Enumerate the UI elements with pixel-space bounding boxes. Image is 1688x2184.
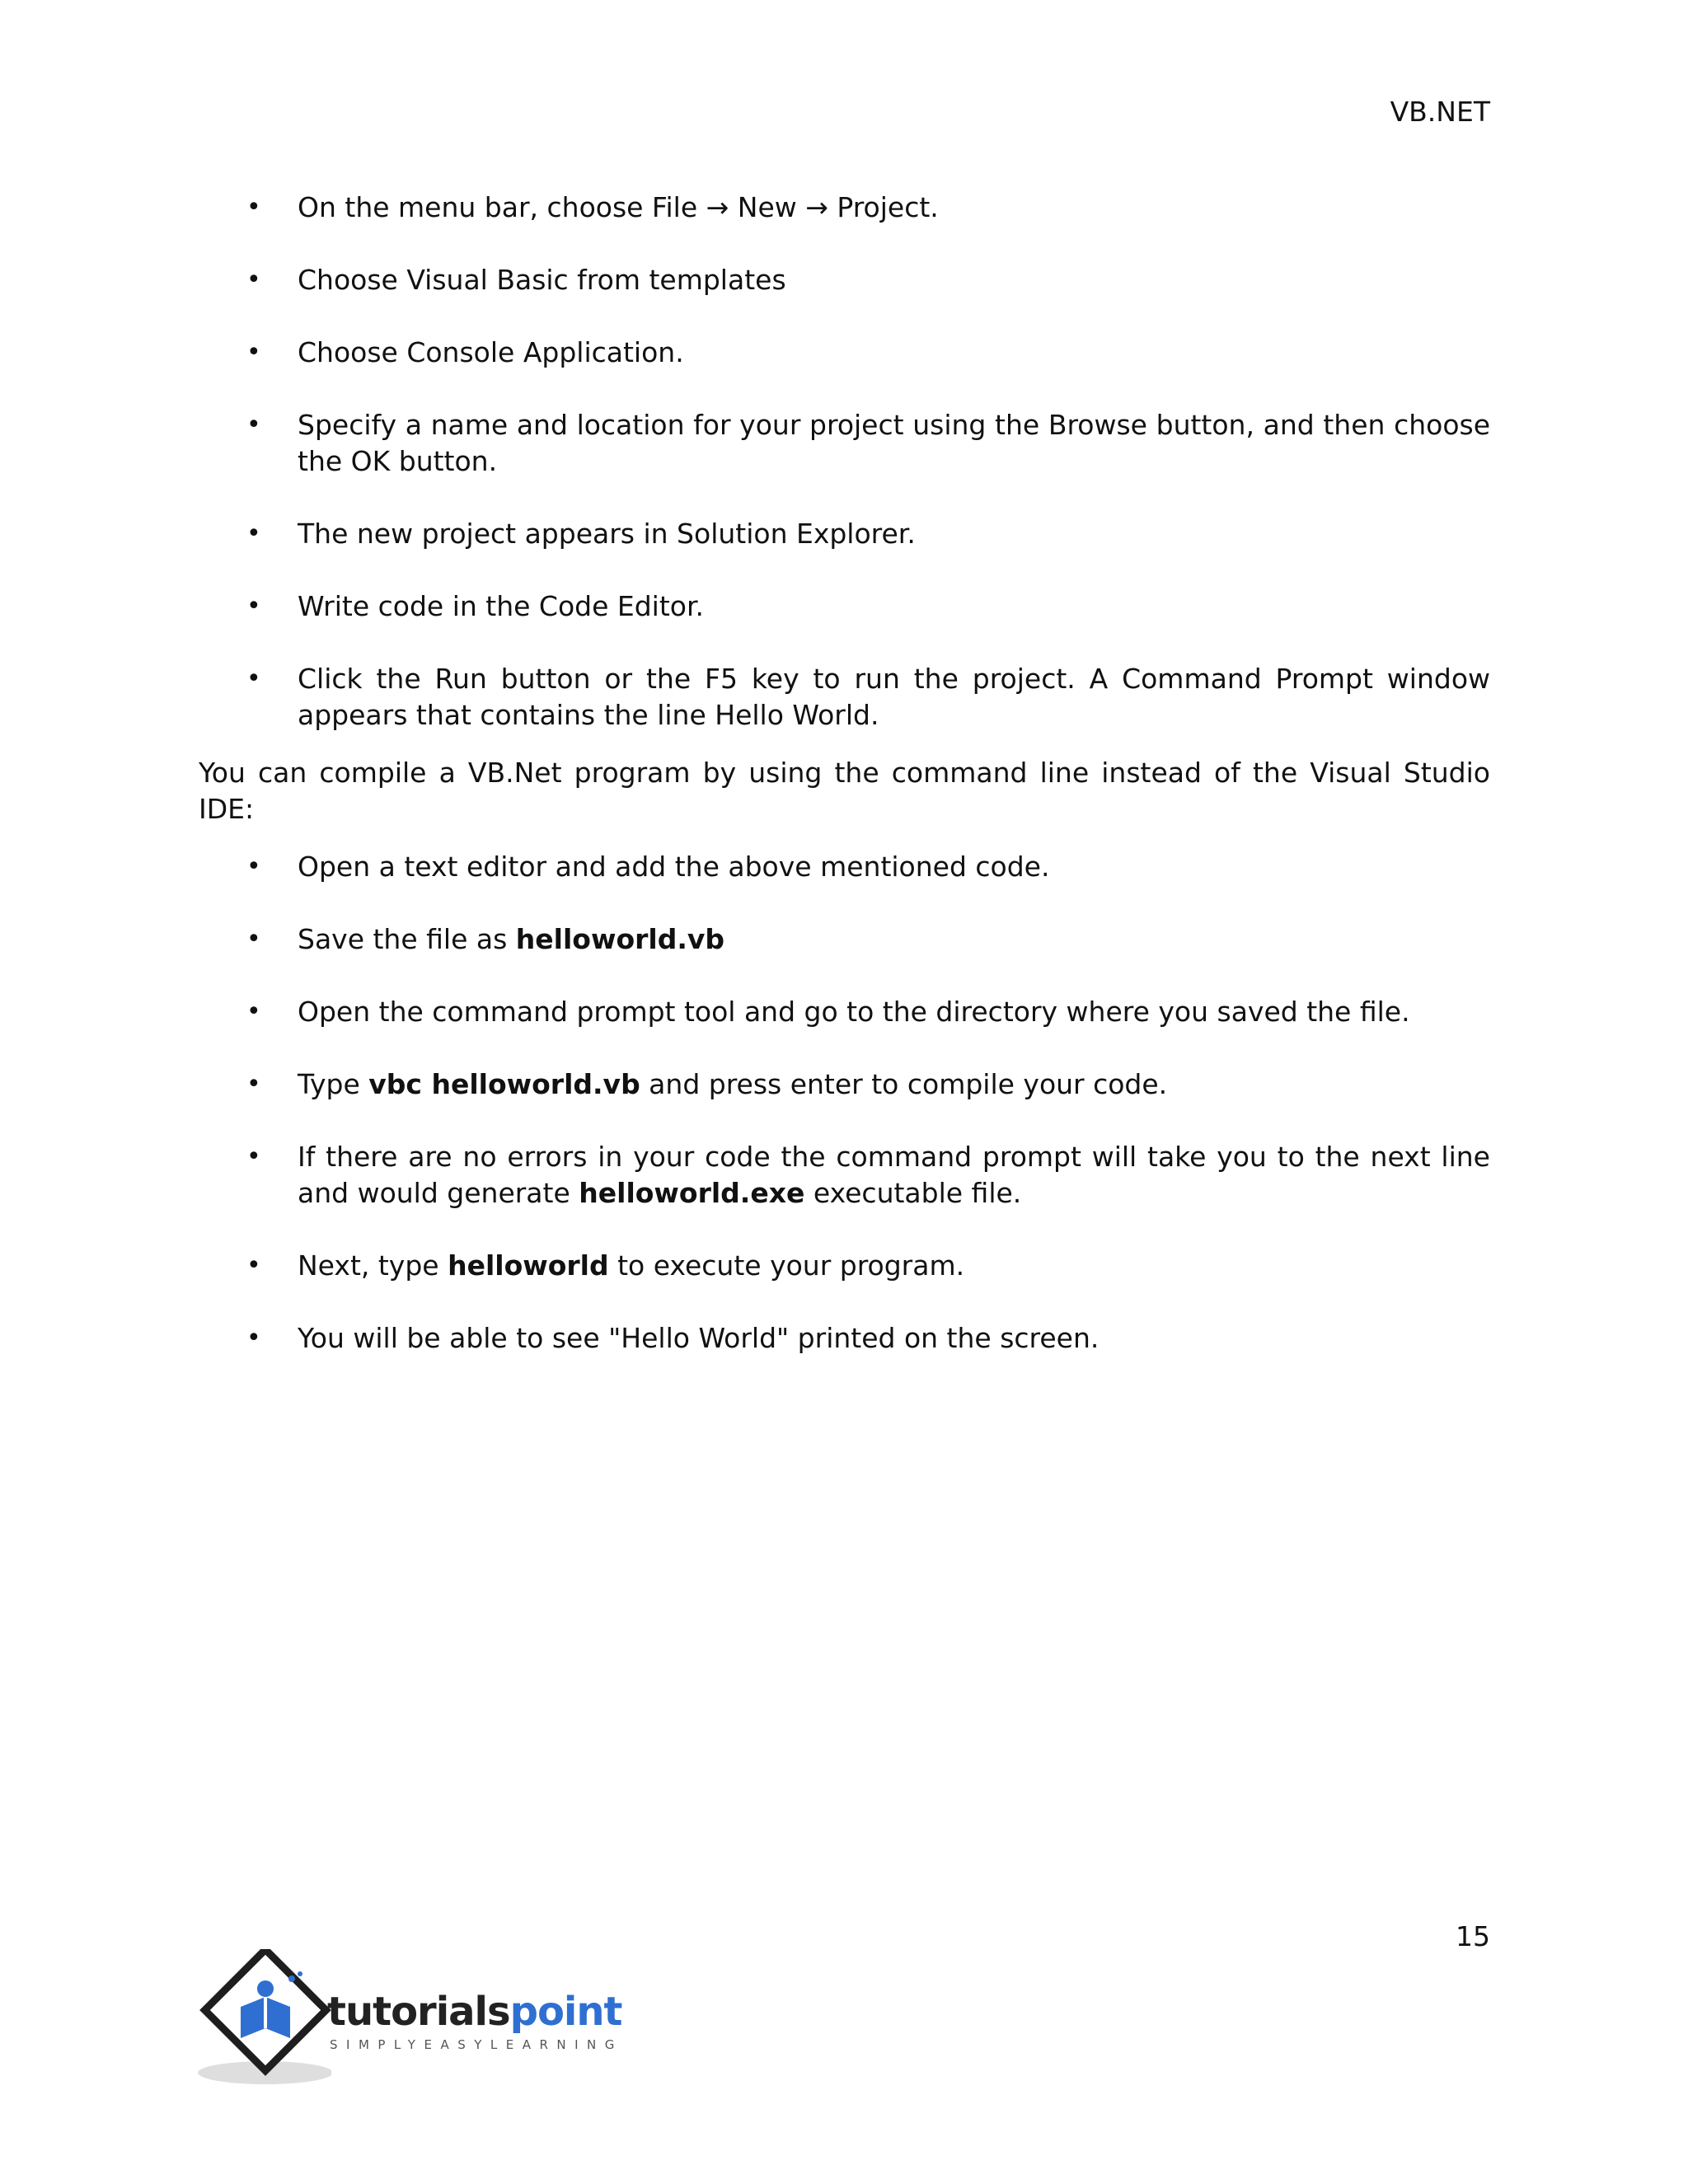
page-body xyxy=(199,190,1490,1357)
bold-filename: helloworld.vb xyxy=(515,923,725,955)
visual-studio-steps-list xyxy=(199,190,1490,733)
bullet-icon: • xyxy=(246,410,261,439)
list-item: • Open the command prompt tool and go to the directory where you saved the file. xyxy=(199,994,1490,1030)
logo-tagline: SIMPLYEASYLEARNING xyxy=(330,2037,623,2052)
tutorialspoint-logo xyxy=(191,1949,653,2097)
bullet-icon: • xyxy=(246,1251,261,1280)
list-item: • Write code in the Code Editor. xyxy=(199,588,1490,625)
bullet-icon: • xyxy=(246,1142,261,1171)
logo-emblem-icon xyxy=(191,1949,331,2097)
bullet-icon: • xyxy=(246,997,261,1026)
list-item: • The new project appears in Solution Explorer. xyxy=(199,516,1490,552)
bullet-icon: • xyxy=(246,592,261,621)
bullet-icon: • xyxy=(246,519,261,548)
list-item: • If there are no errors in your code the command prompt will take you to the next line and would generate helloworld.exe executable file. xyxy=(246,1141,1490,1209)
list-item: • Choose Visual Basic from templates xyxy=(199,262,1490,298)
list-item: • On the menu bar, choose File → New → Project. xyxy=(199,190,1490,226)
page-number: 15 xyxy=(1456,1920,1490,1952)
intro-paragraph: You can compile a VB.Net program by using the command line instead of the Visual Studio IDE: xyxy=(199,757,1490,825)
bold-filename: helloworld.exe xyxy=(579,1177,805,1209)
list-item: • Click the Run button or the F5 key to run the project. A Command Prompt window appears that contains the line Hello World. xyxy=(246,663,1490,731)
list-item: • Specify a name and location for your project using the Browse button, and then choose the OK button. xyxy=(246,409,1490,477)
bullet-icon: • xyxy=(246,193,261,222)
list-item: • Open a text editor and add the above mentioned code. xyxy=(199,849,1490,885)
list-item: • Type vbc helloworld.vb and press enter to compile your code. xyxy=(199,1066,1490,1103)
bullet-icon: • xyxy=(246,1324,261,1352)
list-item: • Choose Console Application. xyxy=(199,335,1490,371)
list-item: • Next, type helloworld to execute your program. xyxy=(199,1248,1490,1284)
command-line-steps-list xyxy=(199,849,1490,1357)
bullet-icon: • xyxy=(246,664,261,693)
bullet-icon: • xyxy=(246,925,261,954)
bullet-icon: • xyxy=(246,1070,261,1099)
logo-wordmark: tutorialspoint xyxy=(327,1989,622,2035)
bold-command: vbc helloworld.vb xyxy=(368,1068,640,1100)
list-item: • You will be able to see "Hello World" printed on the screen. xyxy=(199,1320,1490,1357)
bullet-icon: • xyxy=(246,852,261,881)
bold-command: helloworld xyxy=(448,1249,609,1282)
running-header: VB.NET xyxy=(1390,96,1490,128)
bullet-icon: • xyxy=(246,338,261,367)
list-item: • Save the file as helloworld.vb xyxy=(199,921,1490,958)
bullet-icon: • xyxy=(246,265,261,294)
